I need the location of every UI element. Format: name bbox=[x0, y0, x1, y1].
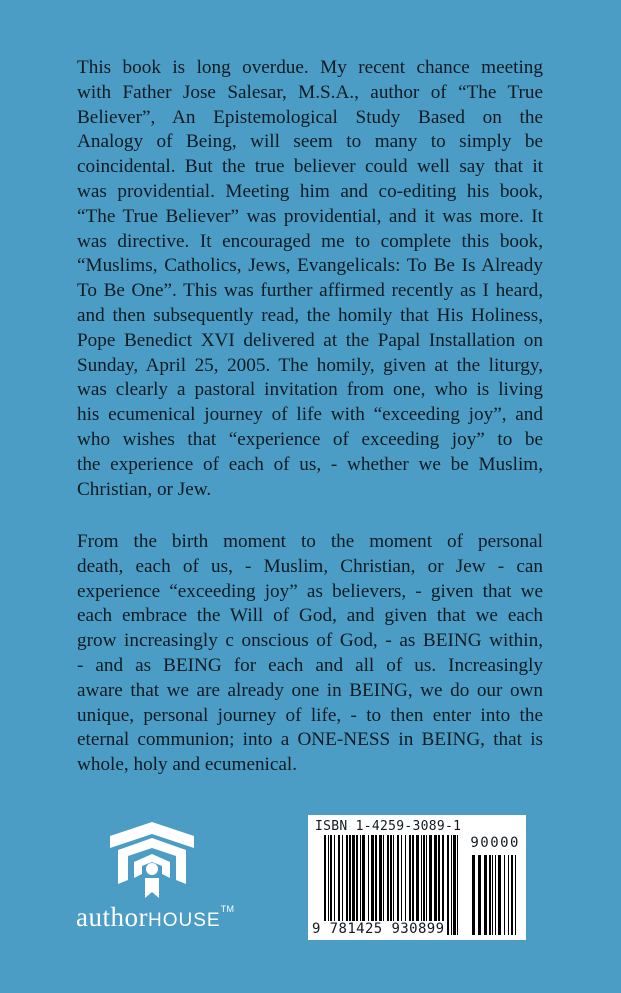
barcode-bar bbox=[371, 835, 374, 935]
isbn-barcode bbox=[308, 815, 526, 940]
barcode-bar bbox=[429, 835, 432, 935]
barcode-bar bbox=[438, 835, 440, 935]
price-addon-code: 90000 bbox=[470, 835, 520, 851]
text-line: eternal communion; into a ONE-NESS in BEING, that is bbox=[77, 729, 543, 751]
publisher-wordmark: authorHOUSE™ bbox=[76, 902, 235, 932]
text-line: the experience of each of us, - whether we be Muslim, bbox=[77, 453, 543, 475]
barcode-bar bbox=[434, 835, 437, 935]
barcode-bar bbox=[401, 835, 402, 935]
barcode-bar bbox=[334, 835, 335, 935]
barcode-bar bbox=[383, 835, 384, 935]
barcode-bar bbox=[362, 835, 365, 935]
barcode-bar bbox=[472, 855, 475, 935]
barcode-bar bbox=[453, 835, 456, 935]
text-line: whole, holy and ecumenical. bbox=[77, 754, 298, 776]
barcode-bar bbox=[397, 835, 399, 935]
barcode-bar bbox=[426, 835, 427, 935]
text-line: Pope Benedict XVI delivered at the Papal Installation on bbox=[77, 329, 543, 351]
barcode-bar bbox=[423, 835, 425, 935]
isbn-text: ISBN 1-4259-3089-1 bbox=[315, 819, 462, 834]
barcode-bar bbox=[356, 835, 358, 935]
text-line: Believer”, An Epistemological Study Based on the bbox=[77, 106, 543, 128]
text-line: and then subsequently read, the homily that His Holiness, bbox=[77, 304, 543, 326]
barcode-bar bbox=[495, 855, 496, 935]
barcode-bar bbox=[409, 835, 411, 935]
paragraph-intro bbox=[77, 56, 543, 502]
barcode-bar bbox=[492, 855, 493, 935]
barcode-bar bbox=[515, 855, 516, 935]
text-line: Sunday, April 25, 2005. The homily, given at the liturgy, bbox=[77, 354, 543, 376]
text-line: was directive. It encouraged me to complete this book, bbox=[77, 230, 543, 252]
barcode-bar bbox=[387, 835, 389, 935]
text-line: Analogy of Being, will seem to many to simply be bbox=[77, 131, 543, 153]
barcode-bar bbox=[368, 835, 369, 935]
barcode-bar bbox=[416, 835, 419, 935]
paragraph-journey bbox=[77, 530, 543, 778]
barcode-bar bbox=[447, 835, 449, 935]
barcode-bar bbox=[349, 835, 351, 935]
barcode-bar bbox=[375, 835, 377, 935]
barcode-bar bbox=[451, 835, 452, 935]
text-line: grow increasingly c onscious of God, - as BEING within, bbox=[77, 630, 543, 652]
barcode-bar bbox=[342, 835, 343, 935]
barcode-bar bbox=[352, 835, 355, 935]
barcode-bar bbox=[442, 835, 444, 935]
barcode-bar bbox=[390, 835, 392, 935]
text-line: - and as BEING for each and all of us. Increasingly bbox=[77, 654, 543, 676]
barcode-bar bbox=[360, 835, 361, 935]
barcode-bar bbox=[511, 855, 513, 935]
barcode-bar bbox=[508, 855, 509, 935]
barcode-bar bbox=[457, 835, 458, 935]
barcode-bar bbox=[489, 855, 491, 935]
barcode-bar bbox=[498, 855, 501, 935]
barcode-bar bbox=[328, 835, 329, 935]
text-line: “Muslims, Catholics, Jews, Evangelicals: To Be Is Already bbox=[77, 255, 543, 277]
publisher-logo bbox=[76, 822, 246, 937]
barcode-bar bbox=[504, 855, 505, 935]
barcode-bar bbox=[338, 835, 340, 935]
text-line: This book is long overdue. My recent chance meeting bbox=[77, 57, 543, 78]
text-line: coincidental. But the true believer could well say that it bbox=[77, 156, 543, 178]
text-line: “The True Believer” was providential, and it was more. It bbox=[77, 205, 543, 227]
barcode-bar bbox=[405, 835, 406, 935]
text-line: unique, personal journey of life, - to then enter into the bbox=[77, 704, 543, 726]
barcode-bar bbox=[324, 835, 326, 935]
barcode-bar bbox=[484, 855, 487, 935]
text-line: Christian, or Jew. bbox=[77, 478, 212, 500]
text-line: To Be One”. This was further affirmed recently as I heard, bbox=[77, 280, 543, 302]
text-line: was providential. Meeting him and co-editing his book, bbox=[77, 180, 543, 202]
text-line: who wishes that “experience of exceeding joy” to be bbox=[77, 428, 543, 450]
text-line: death, each of us, - Muslim, Christian, or Jew - can bbox=[77, 555, 543, 577]
text-line: experience “exceeding joy” as believers, - given that we bbox=[77, 580, 543, 602]
barcode-bar bbox=[421, 835, 422, 935]
barcode-bar bbox=[478, 855, 481, 935]
barcode-bar bbox=[346, 835, 348, 935]
text-line: was clearly a pastoral invitation from one, who is living bbox=[77, 379, 543, 401]
barcode-bar bbox=[412, 835, 414, 935]
barcode-bar bbox=[379, 835, 382, 935]
text-line: aware that we are already one in BEING, we do our own bbox=[77, 679, 543, 701]
house-book-icon bbox=[106, 822, 198, 902]
ean-number: 9 781425 930899 bbox=[312, 921, 445, 937]
text-line: From the birth moment to the moment of personal bbox=[77, 531, 543, 552]
text-line: his ecumenical journey of life with “exceeding joy”, and bbox=[77, 404, 543, 426]
barcode-bar bbox=[330, 835, 332, 935]
text-line: with Father Jose Salesar, M.S.A., author of “The True bbox=[77, 81, 543, 103]
barcode-bar bbox=[393, 835, 394, 935]
text-line: each embrace the Will of God, and given that we each bbox=[77, 605, 543, 627]
